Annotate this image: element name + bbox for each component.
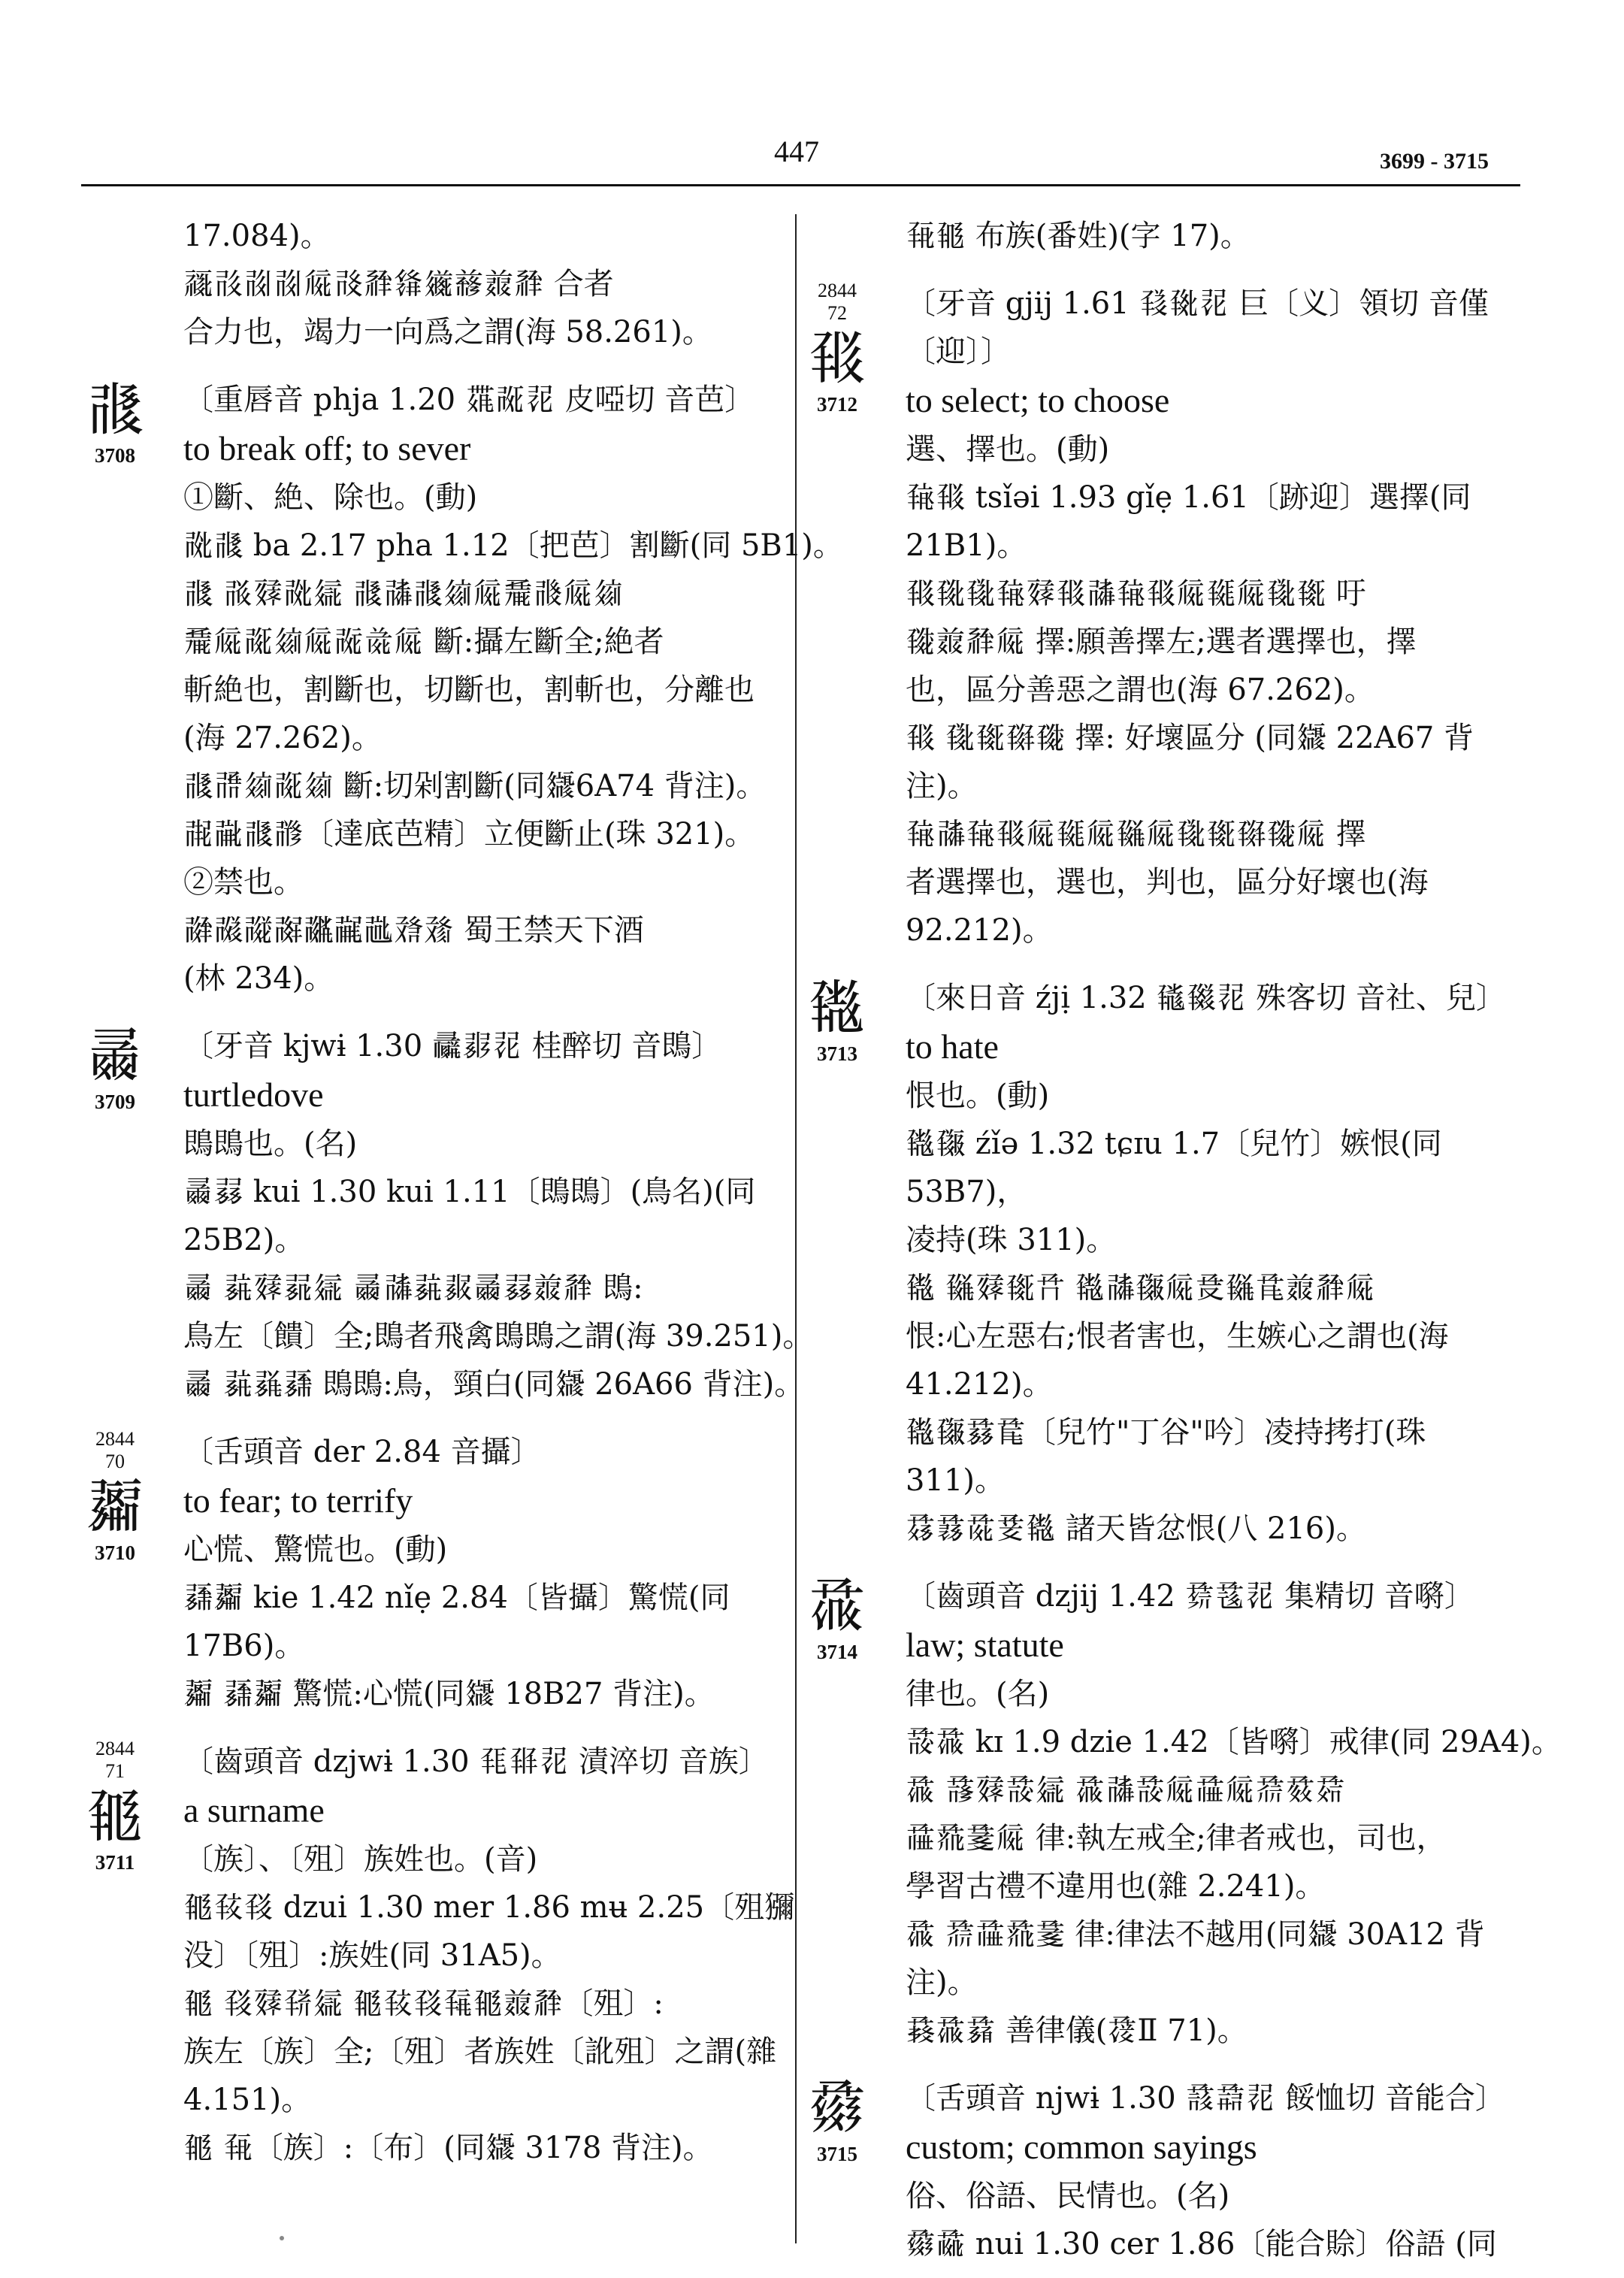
dictionary-entry [807,1572,1567,2055]
entry-text-line: 鵖鵖也。(名) [183,1127,358,1161]
entry-text-line: 斬絶也，割斷也，切斷也，割斬也，分離也 [183,673,755,707]
headword-glyph: 𗰭 [85,1022,144,1090]
entry-text-line: 注)。 [906,769,978,803]
headword-glyph: 𗱗 [807,1572,866,1640]
entry-text-line: 25B2)。 [183,1223,305,1257]
entry-text-line: 鳥左〔饋〕全;鵖者飛禽鵖鵖之謂(海 39.251)。 [183,1319,813,1354]
english-gloss: a surname [183,1791,325,1829]
entry-text-line: 没〕〔殂〕:族姓(同 31A5)。 [183,1938,561,1973]
entry-text-line: 族左〔族〕全;〔殂〕者族姓〔訛殂〕之謂(雜 [183,2034,777,2069]
entry-page-ref-sub: 72 [827,302,847,324]
entry-text-line: 𗱓𗱔𗱕𗱖𗱊 諸天皆忿恨(八 216)。 [906,1511,1366,1546]
entry-text-line: ①斷、絶、除也。(動) [183,480,478,515]
entry-text-line: 4.151)。 [183,2083,312,2117]
entry-text-line: 凌持(珠 311)。 [906,1223,1117,1257]
entry-gutter [71,1428,159,1565]
english-gloss: to select; to choose [906,381,1170,419]
entry-number: 3708 [95,444,135,467]
entry-text-line: 41.212)。 [906,1367,1053,1402]
entry-text-line: 律也。(名) [906,1677,1050,1711]
phonetic-line: 〔舌頭音 njwɨ 1.30 𗱦𗱧𗕿 餒恤切 音能合〕 [906,2081,1505,2116]
entry-text-line: 𗰷 𗰾〔族〕:〔布〕(同𗿼 3178 背注)。 [183,2131,713,2165]
entry-gutter [793,1572,882,1664]
entry-text-line: 𗱂𗰿 tsǐəi 1.93 gǐẹ 1.61〔跡迎〕選擇(同21B1)。 [906,480,1471,563]
entry-text-line: 𗱗 𗱛𗸯𗱚𗦇 𗱗𗰜𗱚𗏁𗱜𗏁𗱝𗱞𗱟 [906,1773,1346,1808]
entry-text-line: 𗰚𗰘 ba 2.17 pha 1.12〔把芭〕割斷(同 5B1)。 [183,528,843,563]
english-gloss: to break off; to sever [183,429,471,467]
phonetic-line: 〔牙音 gjij 1.61 𗱀𗱁𗕿 巨〔义〕領切 音僅 [906,286,1489,321]
english-gloss: to hate [906,1027,999,1066]
entry-number: 3710 [95,1541,135,1564]
dictionary-entry [85,1738,845,2172]
entry-text-line: 𗰷𗰺𗰻 dzui 1.30 mer 1.86 mʉ 2.25〔殂獼 [183,1890,795,1925]
entry-gutter [793,974,882,1066]
entry-text-line: 311)。 [906,1463,1005,1498]
headword-glyph: 𗱊 [807,974,866,1042]
entry-text-line: (林 234)。 [183,961,334,996]
entry-text-line: 合力也，竭力一向爲之謂(海 58.261)。 [183,315,712,349]
entry-text-line: 𗱼𗏁𗰞𗦻𗏁𗰟𗯨𗏁 斷:攝左斷全;絶者 [183,625,664,659]
speck [280,2236,284,2240]
english-gloss: turtledove [183,1075,324,1114]
entry-text-line: 恨:心左惡右;恨者害也，生嫉心之謂也(海 [906,1319,1449,1354]
entry-text-line: 心慌、驚慌也。(動) [183,1532,448,1567]
entry-gutter [71,1738,159,1874]
entry-text-line: 𗰘𗰠𗦻𗰞𗦻 斷:切剁割斷(同𗿼6A74 背注)。 [183,769,767,803]
entry-text-line: 𗱥𗱨 nui 1.30 cer 1.86〔能合賒〕俗語 (同 [906,2227,1497,2261]
headword-glyph: 𗱥 [807,2074,866,2142]
page-number: 447 [774,135,819,168]
entry-text-line: 𗰭 𗰱𗸯𗰲𗦇 𗰭𗰜𗰱𗰳𗰭𗰰𗓱𗴂 鵖: [183,1271,643,1305]
entry-number: 3711 [95,1851,135,1874]
entry-text-line: 𗱊𗱍 źǐə 1.32 tɕɪu 1.7〔兒竹〕嫉恨(同 53B7)， [906,1127,1442,1209]
phonetic-line: 〔牙音 kjwɨ 1.30 𗰮𗰯𗕿 桂醉切 音鵖〕 [183,1029,722,1063]
phonetic-line: 〔齒頭音 dzjij 1.42 𗱘𗱙𗕿 集精切 音𡁷〕 [906,1579,1474,1614]
entry-gutter [793,280,882,416]
entry-text-line: ②禁也。 [183,865,304,900]
entry-text-line: 恨也。(動) [906,1078,1050,1113]
entry-page-ref: 2844 [818,280,857,301]
entry-text-line: 𗰶 𗰵𗰶 驚慌:心慌(同𗿼 18B27 背注)。 [183,1677,715,1711]
entry-number: 3714 [817,1641,857,1663]
entry-text-line: (海 27.262)。 [183,721,382,755]
entry-range: 3699 - 3715 [1380,149,1489,174]
entry-text-line: 𗱂𗰜𗱂𗰿𗏁𗱅𗏁𗱉𗏁𗱄𗱆𗱈𗱇𗏁 擇 [906,817,1366,852]
entry-text-line: 𗰭 𗰱𗰴𗰵 鵖鵖:鳥，頸白(同𗿼 26A66 背注)。 [183,1367,805,1402]
dictionary-entry [807,2074,1567,2268]
english-gloss: law; statute [906,1626,1064,1664]
headword-glyph: 𗰿 [807,325,866,392]
entry-text-line: 𗰵𗰶 kie 1.42 nǐẹ 2.84〔皆攝〕驚慌(同 17B6)。 [183,1581,730,1663]
entry-text-line: 92.212)。 [906,913,1053,948]
entry-text-line: 𗱚𗱗 kɪ 1.9 dzie 1.42〔皆𡁷〕戒律(同 29A4)。 [906,1725,1562,1759]
entry-text-line: 𗱇𗓱𗴂𗏁 擇:願善擇左;選者選擇也，擇 [906,625,1417,659]
entry-text-line: 𗱢𗱗𗱣 善律儀(𗱤Ⅱ 71)。 [906,2013,1247,2048]
left-column [85,212,845,2172]
entry-text-line: 17.084)。 [183,219,331,253]
phonetic-line: 〔重唇音 phja 1.20 𗶷𗰙𗕿 皮啞切 音芭〕 [183,383,755,417]
entry-text-line: 𗰾𗰷 布族(番姓)(字 17)。 [906,219,1251,253]
entry-page-ref-sub: 71 [105,1760,125,1782]
entry-number: 3713 [817,1042,857,1065]
entry-page-ref: 2844 [95,1428,135,1450]
english-gloss: to fear; to terrify [183,1481,413,1520]
entry-text-line: 𗹙𗰓𗰖𗰖𗏁𗰗𗴂𗌭𗫂𗒘𗓱𗴂 合者 [183,267,614,301]
headword-glyph: 𗰶 [85,1473,144,1541]
entry-text-line: 𗰿𗱃𗱄𗱂𗸯𗰿𗰜𗱂𗰿𗏁𗱅𗏁𗱄𗱆 吁 [906,576,1366,611]
right-column [807,212,1567,2268]
entry-text-line: 〔族〕、〔殂〕族姓也。(音) [183,1842,538,1877]
entry-gutter [793,2074,882,2166]
entry-number: 3712 [817,393,857,416]
entry-text-line: 𗱜𗱠𗱡𗏁 律:執左戒全;律者戒也，司也， [906,1821,1447,1856]
dictionary-entry [183,212,845,356]
dictionary-entry [85,1022,845,1408]
entry-text-line: 選、擇也。(動) [906,432,1110,467]
entry-text-line: 俗、俗語、民情也。(名) [906,2179,1230,2213]
entry-text-line: 𗰿 𗱄𗱆𗱈𗱇 擇: 好壞區分 (同𗿼 22A67 背 [906,721,1474,755]
entry-text-line: 也，區分善惡之謂也(海 67.262)。 [906,673,1375,707]
entry-gutter [71,1022,159,1114]
phonetic-line: 〔齒頭音 dzjwɨ 1.30 𗰸𗰹𗕿 漬淬切 音族〕 [183,1744,769,1779]
entry-text-line: 𗱊 𗱉𗸯𗱆𗱎 𗱊𗰜𗱍𗏁𗱏𗱉𗱐𗓱𗴂𗏁 [906,1271,1376,1305]
entry-text-line: 𗰷 𗰻𗸯𗰼𗦇 𗰷𗰺𗰻𗰽𗰷𗓱𗴂〔殂〕: [183,1986,664,2021]
header-rule [81,184,1520,186]
dictionary-entry [906,212,1567,260]
phonetic-line: 〔迎〕〕 [906,334,1011,369]
entry-gutter [71,376,159,467]
headword-glyph: 𗰘 [85,376,144,443]
entry-page-ref-sub: 70 [105,1451,125,1472]
entry-text-line: 𗰡𗰢𗰘𗰣〔達底芭精〕立便斷止(珠 321)。 [183,817,755,852]
dictionary-entry [85,376,845,1003]
entry-text-line: 𗰤𗰥𗰦𗰧𗰨𗰩𗰪𗰫𗰬 蜀王禁天下酒 [183,913,644,948]
entry-number: 3709 [95,1091,135,1113]
entry-text-line: 𗰭𗰰 kui 1.30 kui 1.11〔鵖鵖〕(鳥名)(同 [183,1175,756,1209]
dictionary-entry [807,280,1567,954]
entry-text-line: 者選擇也，選也，判也，區分好壞也(海 [906,865,1429,900]
phonetic-line: 〔舌頭音 der 2.84 音攝〕 [183,1435,541,1469]
entry-text-line: 學習古禮不違用也(雜 2.241)。 [906,1869,1326,1904]
dictionary-entry [807,974,1567,1553]
dictionary-entry [85,1428,845,1718]
entry-number: 3715 [817,2143,857,2165]
entry-text-line: 注)。 [906,1965,978,2000]
entry-text-line: 𗰘 𗰛𗸯𗰚𗦇 𗰘𗰜𗰘𗦻𗏁𗱼𗰝𗏁𗦻 [183,576,624,611]
entry-text-line: 𗱗 𗱝𗱜𗱠𗱡 律:律法不越用(同𗿼 30A12 背 [906,1917,1485,1952]
phonetic-line: 〔來日音 źjị 1.32 𗱋𗱌𗕿 殊客切 音社、兒〕 [906,981,1506,1015]
headword-glyph: 𗰷 [85,1783,144,1850]
entry-page-ref: 2844 [95,1738,135,1759]
english-gloss: custom; common sayings [906,2128,1257,2166]
entry-text-line: 𗱊𗱍𗱑𗱒〔兒竹"丁谷"吟〕凌持拷打(珠 [906,1415,1426,1450]
